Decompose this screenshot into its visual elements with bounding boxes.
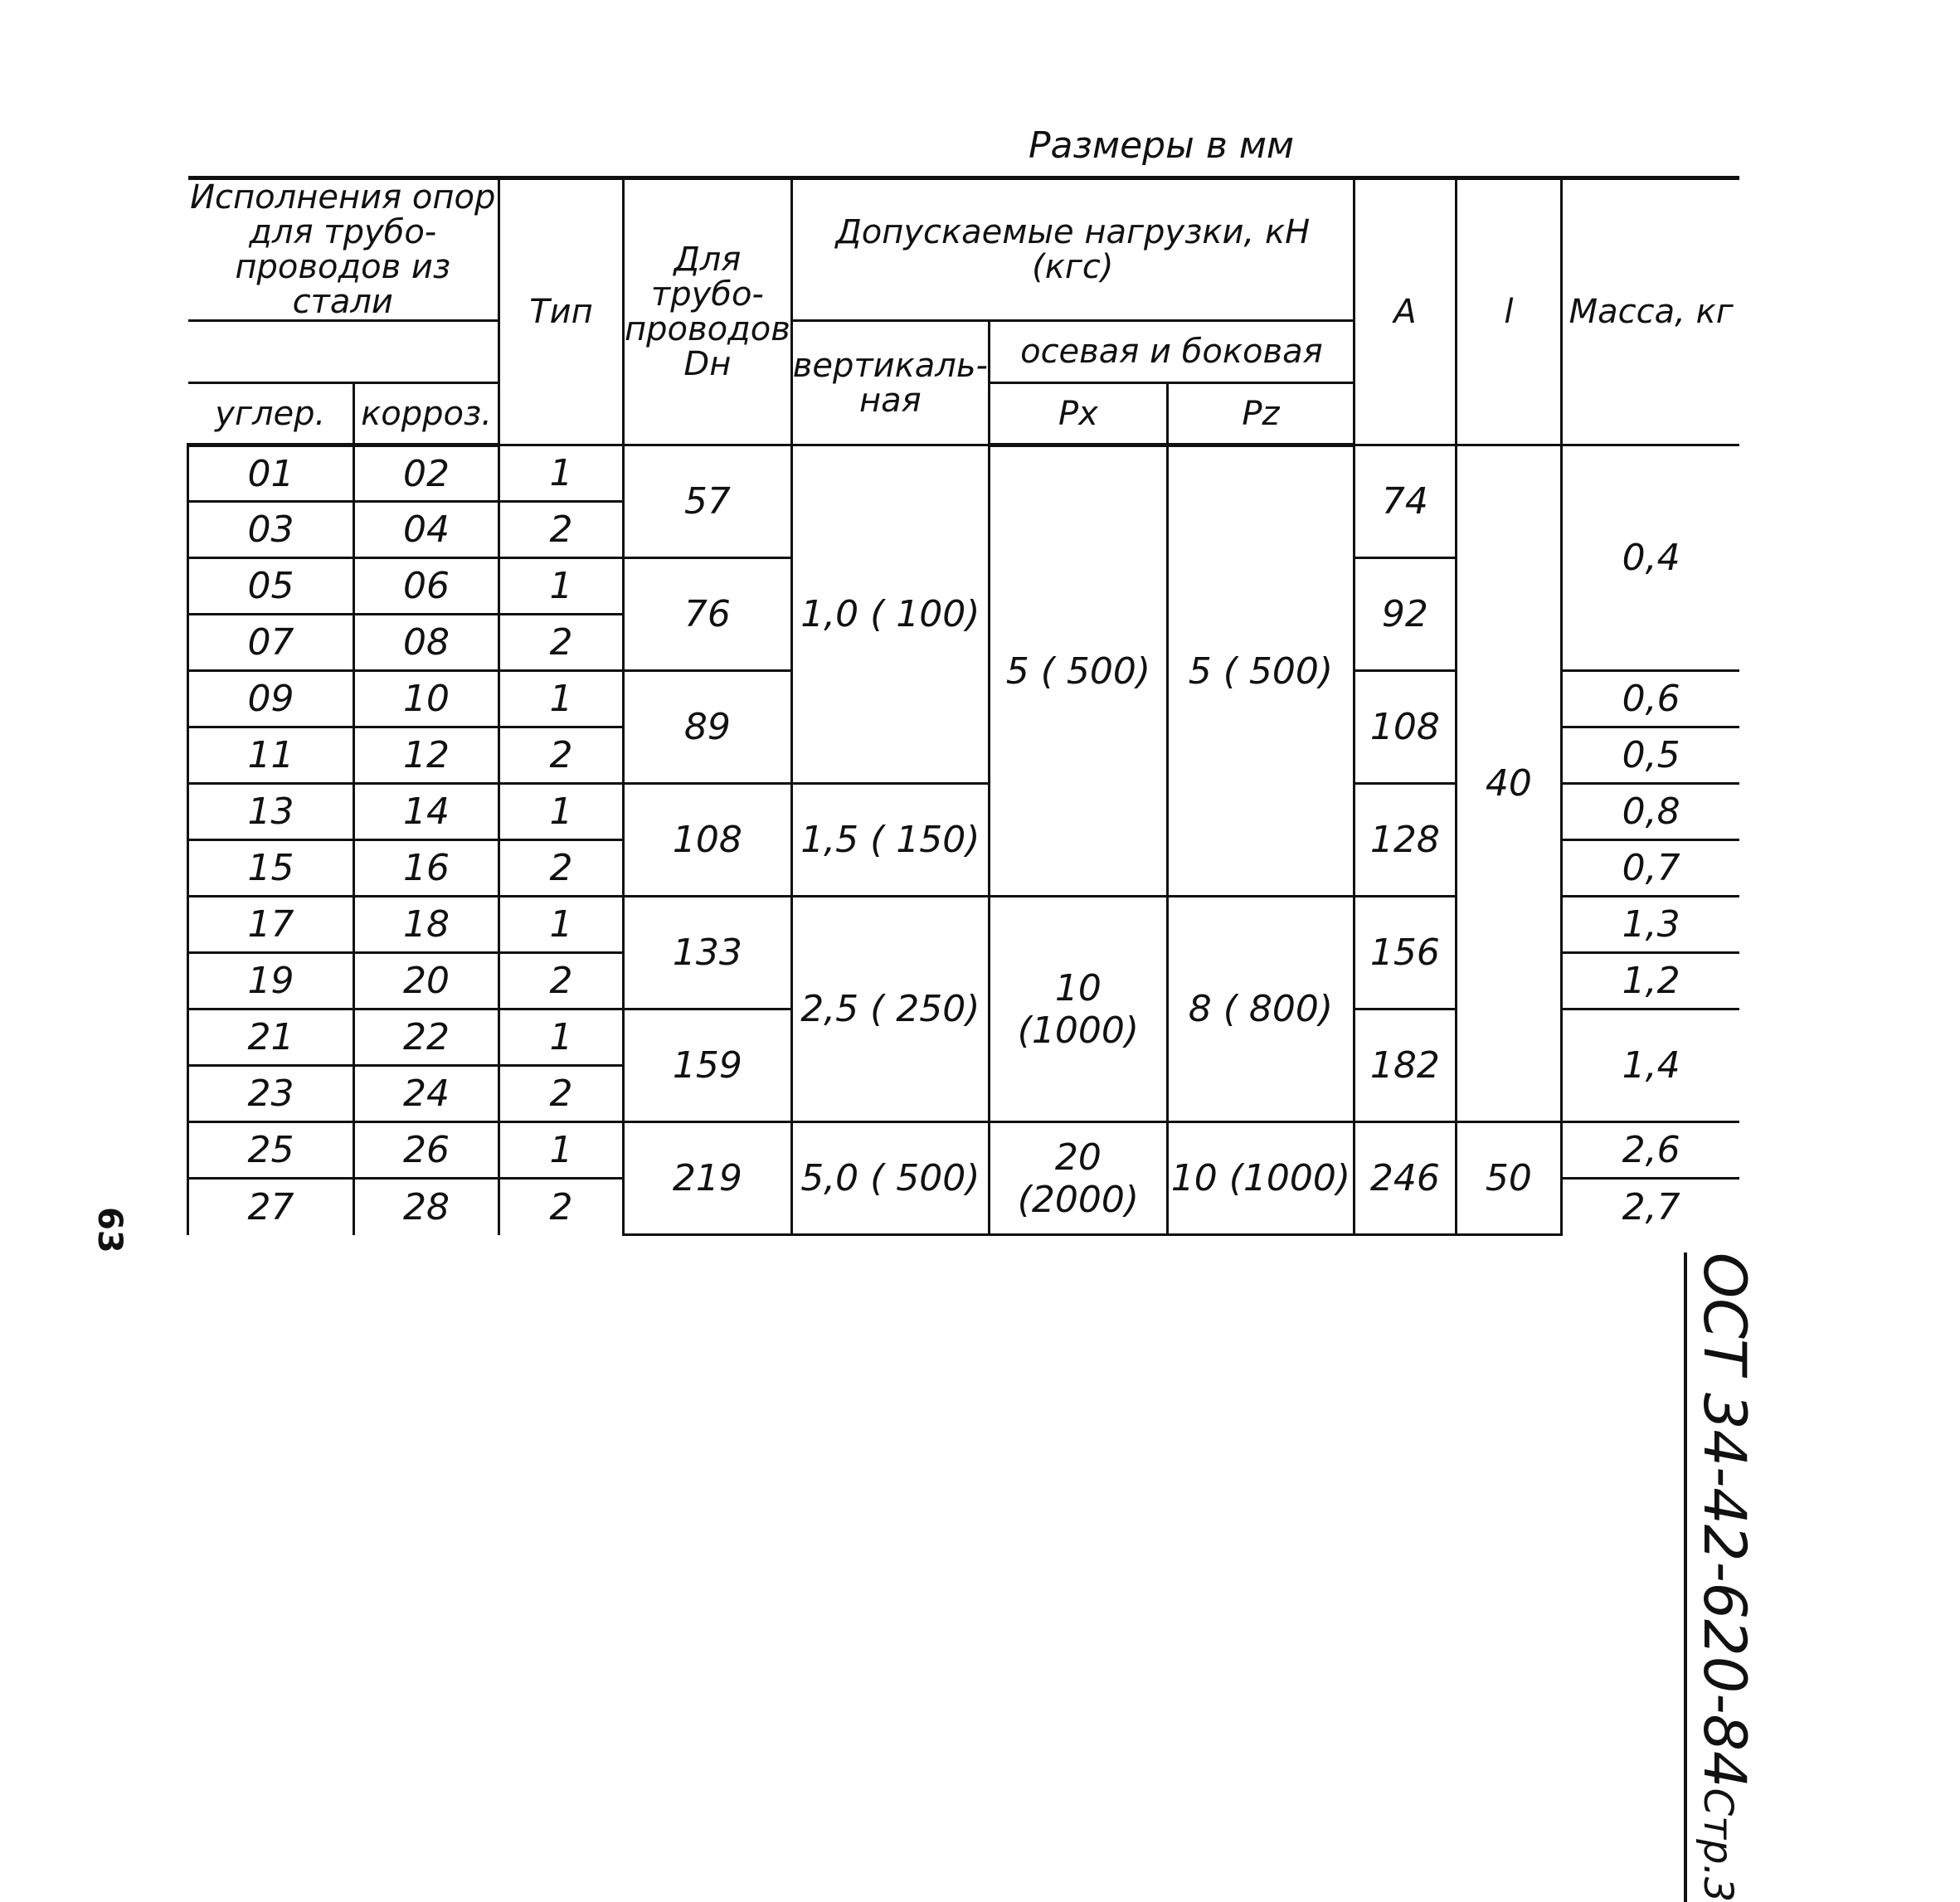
cell-mass: 1,3 (1561, 897, 1739, 953)
cell-mass: 0,5 (1561, 727, 1739, 784)
cell-dn: 108 (624, 784, 792, 897)
document-sheet: Стр.3 (1695, 1788, 1741, 1902)
cell-corrosion: 26 (354, 1122, 499, 1179)
cell-type: 2 (499, 727, 624, 784)
cell-mass: 0,6 (1561, 671, 1739, 727)
cell-dn: 219 (624, 1122, 792, 1235)
cell-l: 50 (1456, 1122, 1561, 1235)
header-pz: Pz (1167, 383, 1354, 445)
header-carbon: углер. (188, 383, 354, 445)
cell-a: 108 (1354, 671, 1456, 784)
header-variants-cont (188, 321, 499, 383)
cell-corrosion: 22 (354, 1009, 499, 1066)
cell-corrosion: 06 (354, 558, 499, 615)
cell-a: 156 (1354, 897, 1456, 1009)
cell-vertical: 2,5 ( 250) (791, 897, 989, 1122)
cell-type: 2 (499, 953, 624, 1009)
cell-type: 1 (499, 897, 624, 953)
page-number: 63 (90, 1207, 129, 1253)
cell-corrosion: 08 (354, 615, 499, 671)
cell-type: 1 (499, 1122, 624, 1179)
cell-vertical: 1,5 ( 150) (791, 784, 989, 897)
cell-mass: 0,4 (1561, 445, 1739, 671)
cell-type: 1 (499, 558, 624, 615)
cell-carbon: 01 (188, 445, 354, 502)
cell-corrosion: 28 (354, 1179, 499, 1235)
cell-a: 182 (1354, 1009, 1456, 1122)
cell-carbon: 11 (188, 727, 354, 784)
cell-carbon: 27 (188, 1179, 354, 1235)
header-px: Px (989, 383, 1167, 445)
cell-vertical: 5,0 ( 500) (791, 1122, 989, 1235)
document-code-number: ОСТ 34-42-620-84 (1690, 1253, 1758, 1788)
cell-type: 1 (499, 1009, 624, 1066)
cell-corrosion: 14 (354, 784, 499, 840)
header-variants: Исполнения опор для трубо-проводов из стали (188, 178, 499, 321)
cell-dn: 159 (624, 1009, 792, 1122)
cell-mass: 2,7 (1561, 1179, 1739, 1235)
cell-carbon: 23 (188, 1066, 354, 1122)
cell-type: 1 (499, 784, 624, 840)
header-type: Тип (499, 178, 624, 445)
cell-mass: 0,7 (1561, 840, 1739, 897)
cell-carbon: 13 (188, 784, 354, 840)
cell-carbon: 25 (188, 1122, 354, 1179)
cell-px: 10 (1000) (989, 897, 1167, 1122)
header-vertical: вертикаль-ная (791, 321, 989, 445)
cell-pz: 10 (1000) (1167, 1122, 1354, 1235)
header-loads: Допускаемые нагрузки, кН (кгс) (791, 178, 1354, 321)
cell-px: 5 ( 500) (989, 445, 1167, 897)
cell-a: 92 (1354, 558, 1456, 671)
cell-mass: 1,2 (1561, 953, 1739, 1009)
header-l: l (1456, 178, 1561, 445)
cell-mass: 0,8 (1561, 784, 1739, 840)
cell-carbon: 03 (188, 502, 354, 558)
cell-carbon: 07 (188, 615, 354, 671)
cell-mass: 2,6 (1561, 1122, 1739, 1179)
cell-l: 40 (1456, 445, 1561, 1122)
cell-corrosion: 04 (354, 502, 499, 558)
cell-corrosion: 20 (354, 953, 499, 1009)
cell-type: 2 (499, 1066, 624, 1122)
cell-carbon: 21 (188, 1009, 354, 1066)
header-axial-side: осевая и боковая (989, 321, 1354, 383)
cell-carbon: 17 (188, 897, 354, 953)
cell-carbon: 05 (188, 558, 354, 615)
units-note: Размеры в мм (1029, 124, 1295, 167)
cell-a: 128 (1354, 784, 1456, 897)
cell-dn: 133 (624, 897, 792, 1009)
cell-corrosion: 12 (354, 727, 499, 784)
cell-carbon: 15 (188, 840, 354, 897)
support-spec-table (187, 176, 1739, 1236)
cell-pz: 5 ( 500) (1167, 445, 1354, 897)
cell-corrosion: 18 (354, 897, 499, 953)
cell-corrosion: 02 (354, 445, 499, 502)
document-code (1684, 1253, 1758, 1902)
cell-type: 2 (499, 502, 624, 558)
cell-dn: 89 (624, 671, 792, 784)
cell-a: 74 (1354, 445, 1456, 558)
cell-pz: 8 ( 800) (1167, 897, 1354, 1122)
cell-vertical: 1,0 ( 100) (791, 445, 989, 784)
cell-type: 2 (499, 840, 624, 897)
cell-a: 246 (1354, 1122, 1456, 1235)
header-pipe-dn: Для трубо-проводов Dн (624, 178, 792, 445)
cell-dn: 57 (624, 445, 792, 558)
cell-type: 1 (499, 671, 624, 727)
cell-carbon: 19 (188, 953, 354, 1009)
cell-mass: 1,4 (1561, 1009, 1739, 1122)
header-a: A (1354, 178, 1456, 445)
header-mass: Масса, кг (1561, 178, 1739, 445)
cell-px: 20 (2000) (989, 1122, 1167, 1235)
cell-dn: 76 (624, 558, 792, 671)
header-corrosion: корроз. (354, 383, 499, 445)
cell-corrosion: 16 (354, 840, 499, 897)
cell-corrosion: 24 (354, 1066, 499, 1122)
cell-type: 2 (499, 1179, 624, 1235)
cell-carbon: 09 (188, 671, 354, 727)
cell-type: 1 (499, 445, 624, 502)
cell-corrosion: 10 (354, 671, 499, 727)
cell-type: 2 (499, 615, 624, 671)
